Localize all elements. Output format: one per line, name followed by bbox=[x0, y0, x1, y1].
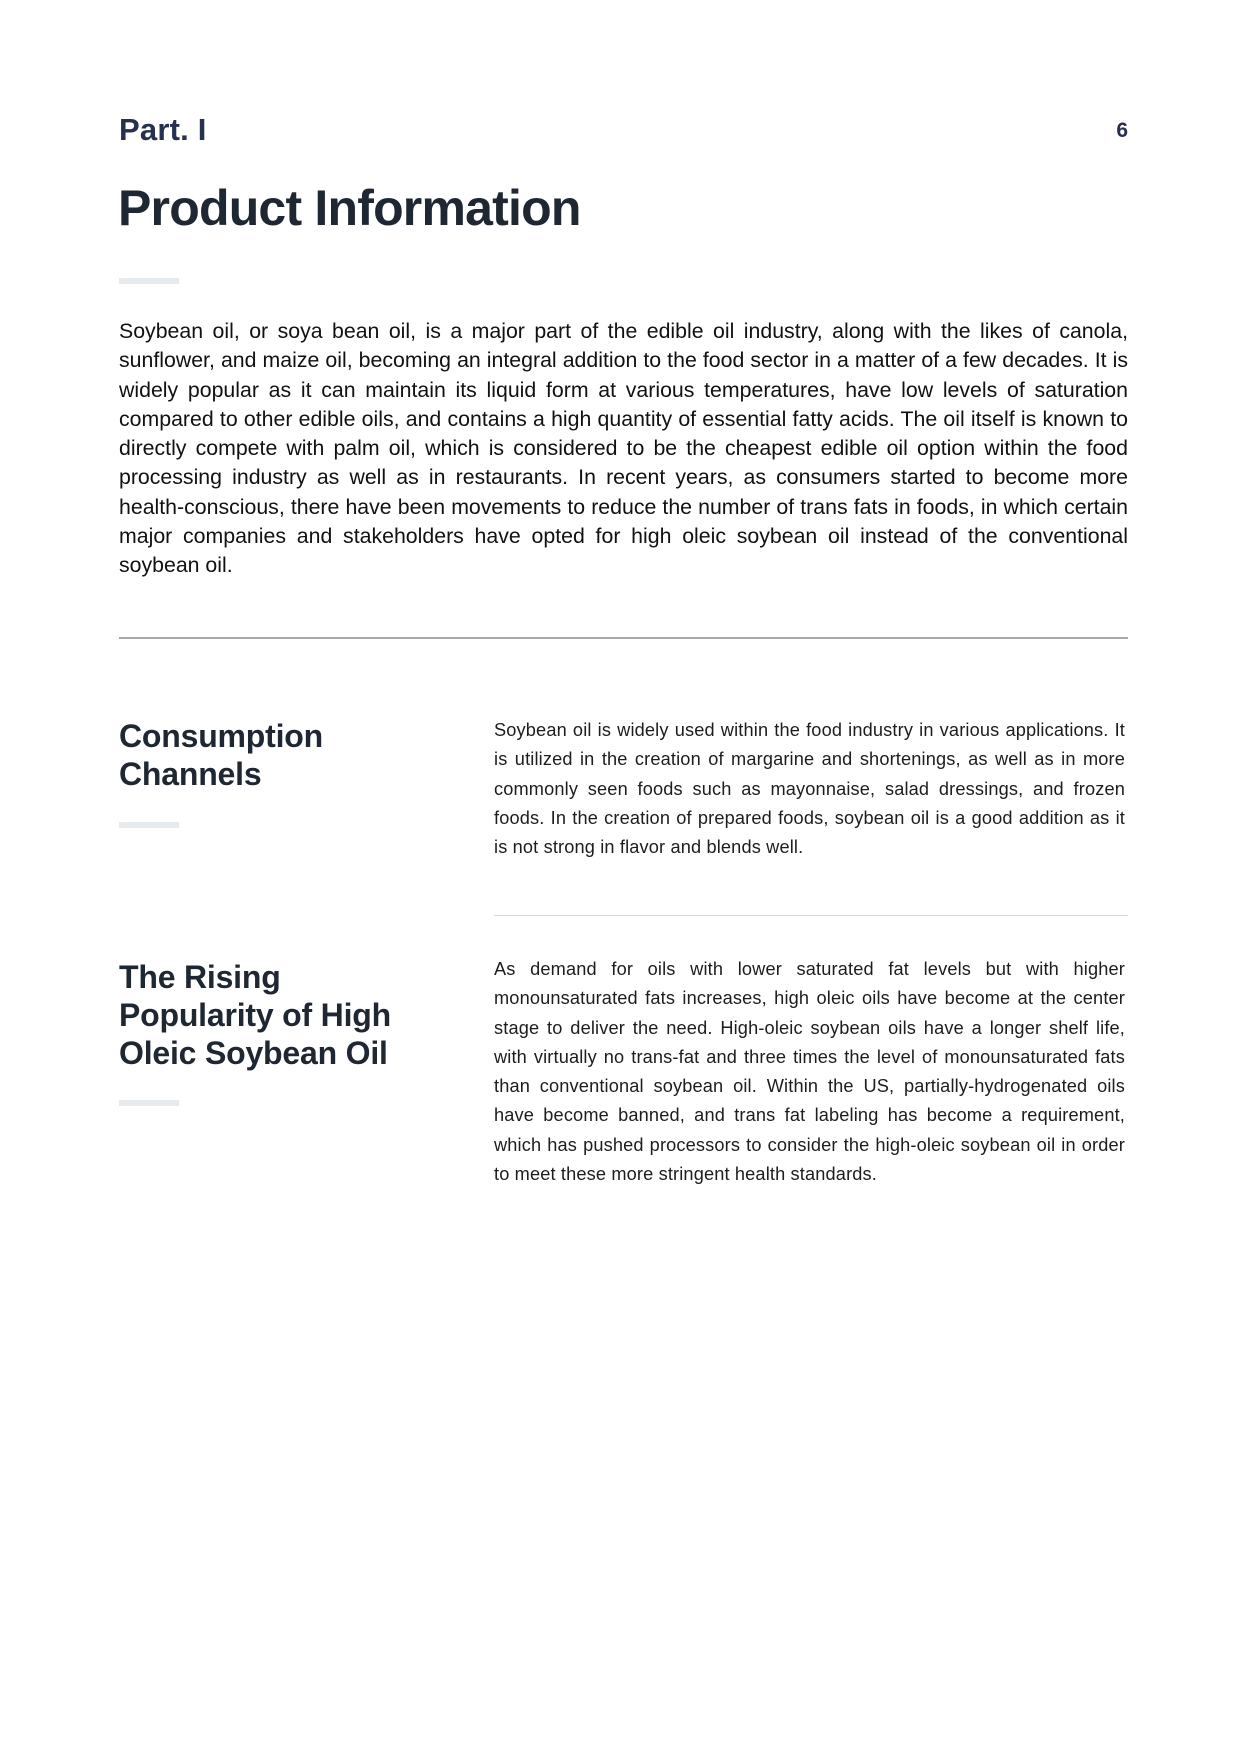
title-accent-rule bbox=[119, 278, 179, 284]
section-divider bbox=[119, 637, 1128, 639]
part-label: Part. I bbox=[119, 112, 207, 147]
page-title: Product Information bbox=[118, 180, 581, 236]
high-oleic-text: As demand for oils with lower saturated fat levels but with higher monounsaturated fats increases, high oleic oils have become at the center stage to deliver the need. High-oleic soybean oils have a longer shelf life, with virtually no trans-fat and three times the level of monounsaturated fats than conventional soybean oil. Within the US, partially-hydrogenated oils have become banned, and trans fat labeling has become a requirement, which has pushed processors to consider the high-oleic soybean oil in order to meet these more stringent health standards. bbox=[494, 959, 1125, 1185]
high-oleic-heading: The Rising Popularity of High Oleic Soybean Oil bbox=[119, 959, 391, 1071]
high-oleic-heading-rule bbox=[119, 1100, 179, 1106]
consumption-channels-heading: Consumption Channels bbox=[119, 718, 323, 792]
subsection-divider bbox=[494, 915, 1128, 916]
consumption-heading-rule bbox=[119, 822, 179, 828]
consumption-channels-text: Soybean oil is widely used within the food industry in various applications. It is utilized in the creation of margarine and shortenings, as well as in more commonly seen foods such as mayonnaise, salad dressings, and frozen foods. In the creation of prepared foods, soybean oil is a good addition as it is not strong in flavor and blends well. bbox=[494, 720, 1125, 858]
intro-paragraph: Soybean oil, or soya bean oil, is a major part of the edible oil industry, along with the likes of canola, sunflower, and maize oil, becoming an integral addition to the food sector in a matter of a few decades. It is widely popular as it can maintain its liquid form at various temperatures, have low levels of saturation compared to other edible oils, and contains a high quantity of essential fatty acids. The oil itself is known to directly compete with palm oil, which is considered to be the cheapest edible oil option within the food processing industry as well as in restaurants. In recent years, as consumers started to become more health-conscious, there have been movements to reduce the number of trans fats in foods, in which certain major companies and stakeholders have opted for high oleic soybean oil instead of the conventional soybean oil. bbox=[119, 319, 1128, 578]
page-number: 6 bbox=[1116, 119, 1128, 142]
